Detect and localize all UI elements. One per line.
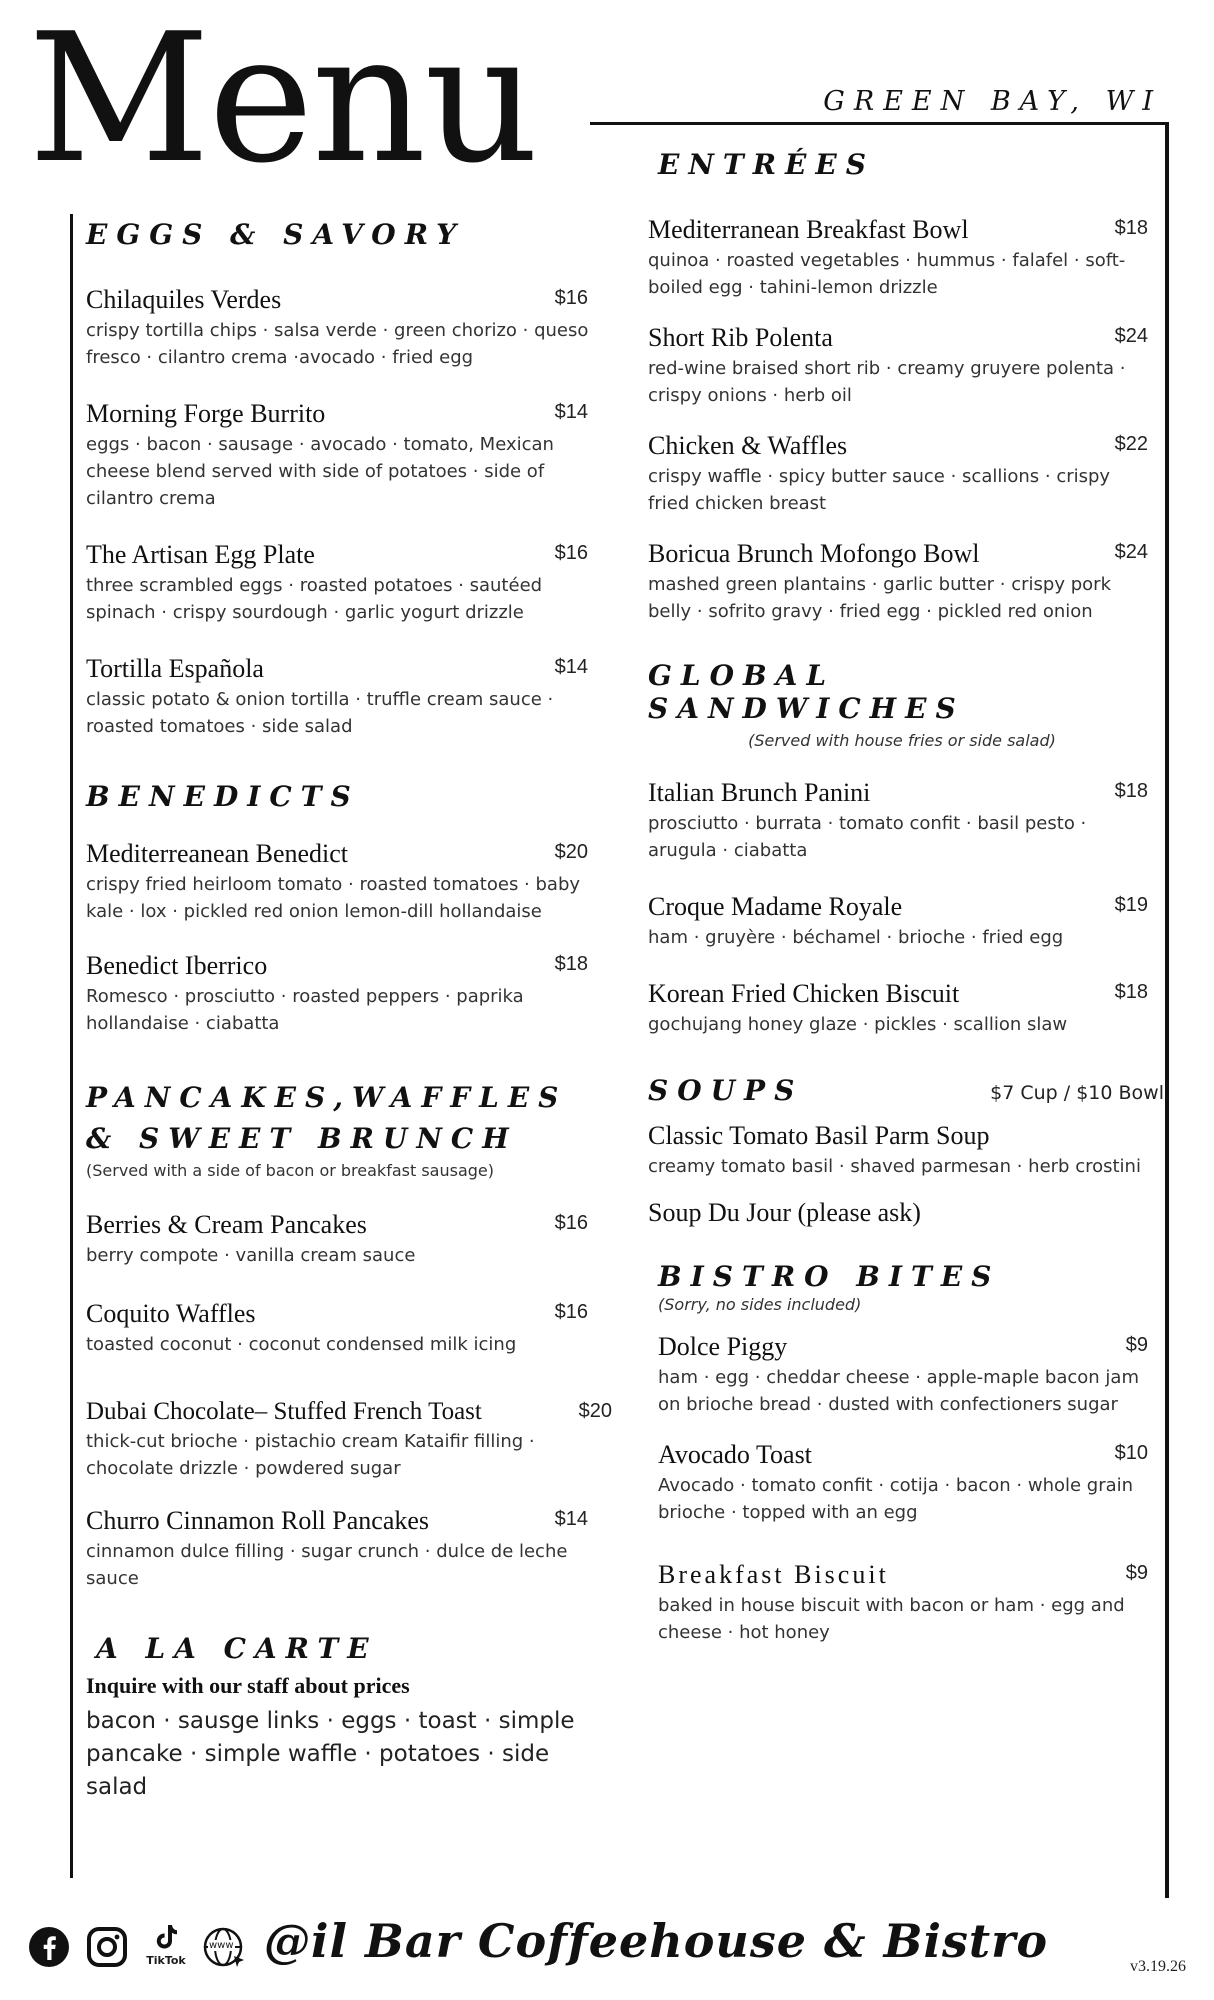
item-description: thick-cut brioche · pistachio cream Kataifir filling · chocolate drizzle · powdered sugar (86, 1431, 535, 1479)
location-label: GREEN BAY, WI (823, 86, 1162, 117)
item-description: crispy fried heirloom tomato · roasted tomatoes · baby kale · lox · pickled red onion lemon-dill hollandaise (86, 874, 581, 922)
item-price: $9 (1125, 1334, 1148, 1356)
menu-item (648, 892, 1156, 951)
item-price: $20 (578, 1400, 612, 1422)
item-price: $19 (1114, 894, 1148, 916)
left-column (86, 218, 612, 1804)
section-title: EGGS & SAVORY (86, 218, 466, 251)
a-la-carte-list: bacon · sausge links · eggs · toast · simple pancake · simple waffle · potatoes · side salad (86, 1708, 575, 1800)
version-label: v3.19.26 (1130, 1958, 1186, 1975)
section-title: SOUPS (648, 1074, 804, 1107)
item-description: Romesco · prosciutto · roasted peppers · paprika hollandaise · ciabatta (86, 986, 524, 1034)
menu-item (86, 1299, 596, 1358)
item-name: Soup Du Jour (please ask) (648, 1198, 921, 1227)
item-price: $10 (1114, 1442, 1148, 1464)
menu-item (86, 654, 596, 740)
facebook-icon[interactable] (28, 1926, 70, 1972)
item-name: Churro Cinnamon Roll Pancakes (86, 1506, 430, 1535)
menu-item (86, 399, 596, 512)
item-name: Dubai Chocolate– Stuffed French Toast (86, 1398, 482, 1425)
menu-title: Menu (28, 0, 537, 202)
item-name: Avocado Toast (658, 1440, 812, 1469)
item-name: Boricua Brunch Mofongo Bowl (648, 539, 980, 568)
section-pancakes (86, 1081, 612, 1592)
item-price: $14 (554, 1508, 588, 1530)
item-description: mashed green plantains · garlic butter · crispy pork belly · sofrito gravy · fried egg · pickled red onion (648, 574, 1111, 622)
menu-item (86, 1398, 612, 1482)
item-description: ham · gruyère · béchamel · brioche · fried egg (648, 927, 1064, 948)
right-column (648, 148, 1164, 1646)
section-entrees (648, 148, 1156, 181)
menu-item (648, 778, 1156, 864)
footer (28, 1906, 1198, 1986)
menu-item (648, 1121, 1156, 1180)
menu-item (86, 839, 596, 925)
item-name: Chicken & Waffles (648, 431, 848, 460)
item-price: $24 (1114, 325, 1148, 347)
section-benedicts (86, 780, 596, 1037)
item-name: The Artisan Egg Plate (86, 540, 315, 569)
menu-item (648, 215, 1156, 301)
item-price: $18 (1114, 981, 1148, 1003)
item-price: $24 (1114, 541, 1148, 563)
item-name: Chilaquiles Verdes (86, 285, 282, 314)
section-title-line2: & SWEET BRUNCH (86, 1122, 518, 1155)
right-rule (1165, 122, 1169, 1898)
item-price: $16 (554, 1301, 588, 1323)
section-a-la-carte (86, 1632, 596, 1804)
section-note: (Served with house fries or side salad) (748, 731, 1056, 750)
item-price: $16 (554, 287, 588, 309)
item-name: Coquito Waffles (86, 1299, 256, 1328)
menu-item (658, 1560, 1156, 1646)
item-name: Benedict Iberrico (86, 951, 268, 980)
item-description: toasted coconut · coconut condensed milk icing (86, 1334, 517, 1355)
menu-item (86, 1210, 596, 1269)
left-rule (70, 214, 73, 1878)
menu-item (86, 1506, 596, 1592)
website-icon[interactable] (202, 1926, 248, 1972)
section-title: BENEDICTS (86, 780, 360, 813)
item-description: three scrambled eggs · roasted potatoes · sautéed spinach · crispy sourdough · garlic yogurt drizzle (86, 575, 543, 623)
item-description: classic potato & onion tortilla · truffle cream sauce · roasted tomatoes · side salad (86, 689, 554, 737)
menu-item (86, 285, 596, 371)
item-description: ham · egg · cheddar cheese · apple-maple bacon jam on brioche bread · dusted with confectioners sugar (658, 1367, 1139, 1415)
item-price: $20 (554, 841, 588, 863)
item-price: $14 (554, 401, 588, 423)
top-rule (590, 122, 1168, 125)
item-price: $9 (1125, 1562, 1148, 1584)
item-name: Italian Brunch Panini (648, 778, 871, 807)
section-note: (Served with a side of bacon or breakfast sausage) (86, 1161, 494, 1180)
item-description: crispy tortilla chips · salsa verde · green chorizo · queso fresco · cilantro crema ·avocado · fried egg (86, 320, 589, 368)
item-name: Korean Fried Chicken Biscuit (648, 979, 960, 1008)
menu-item (658, 1332, 1156, 1418)
section-global-sandwiches (648, 659, 1156, 1038)
item-name: Tortilla Española (86, 654, 264, 683)
item-description: red-wine braised short rib · creamy gruyere polenta · crispy onions · herb oil (648, 358, 1126, 406)
item-description: quinoa · roasted vegetables · hummus · falafel · soft-boiled egg · tahini-lemon drizzle (648, 250, 1126, 298)
item-price: $16 (554, 1212, 588, 1234)
menu-item (648, 979, 1156, 1038)
section-subtitle: Inquire with our staff about prices (86, 1673, 410, 1698)
item-price: $22 (1114, 433, 1148, 455)
tiktok-icon[interactable] (146, 1922, 186, 1967)
section-soups (648, 1074, 1164, 1228)
item-name: Mediterreanean Benedict (86, 839, 349, 868)
section-bistro-bites (648, 1260, 1156, 1646)
section-title: GLOBAL SANDWICHES (648, 659, 965, 725)
section-title-line1: PANCAKES,WAFFLES (86, 1081, 568, 1114)
item-description: prosciutto · burrata · tomato confit · basil pesto · arugula · ciabatta (648, 813, 1087, 861)
menu-item (658, 1440, 1156, 1526)
section-title: A LA CARTE (96, 1632, 378, 1665)
item-price: $18 (554, 953, 588, 975)
item-name: Morning Forge Burrito (86, 399, 326, 428)
item-description: creamy tomato basil · shaved parmesan · herb crostini (648, 1156, 1141, 1177)
item-name: Croque Madame Royale (648, 892, 903, 921)
item-name: Berries & Cream Pancakes (86, 1210, 367, 1239)
item-price: $16 (554, 542, 588, 564)
website-label: www (209, 1940, 234, 1951)
item-description: berry compote · vanilla cream sauce (86, 1245, 416, 1266)
item-name: Breakfast Biscuit (658, 1560, 889, 1589)
item-description: crispy waffle · spicy butter sauce · scallions · crispy fried chicken breast (648, 466, 1111, 514)
tiktok-label: TikTok (146, 1954, 186, 1967)
menu-item (648, 431, 1156, 517)
brand-name: @il Bar Coffeehouse & Bistro (264, 1914, 1049, 1968)
menu-item (86, 540, 596, 626)
section-note: (Sorry, no sides included) (658, 1295, 862, 1314)
section-title: ENTRÉES (658, 148, 875, 181)
item-name: Classic Tomato Basil Parm Soup (648, 1121, 990, 1150)
menu-item (648, 1198, 1156, 1228)
item-description: eggs · bacon · sausage · avocado · tomato, Mexican cheese blend served with side of potatoes · side of cilantro crema (86, 434, 554, 509)
instagram-icon[interactable] (86, 1926, 128, 1972)
menu-item (86, 951, 596, 1037)
item-description: baked in house biscuit with bacon or ham · egg and cheese · hot honey (658, 1595, 1125, 1643)
item-name: Dolce Piggy (658, 1332, 788, 1361)
item-description: cinnamon dulce filling · sugar crunch · dulce de leche sauce (86, 1541, 568, 1589)
item-price: $18 (1114, 217, 1148, 239)
menu-item (648, 323, 1156, 409)
item-name: Mediterranean Breakfast Bowl (648, 215, 969, 244)
item-description: gochujang honey glaze · pickles · scallion slaw (648, 1014, 1068, 1035)
menu-item (648, 539, 1156, 625)
item-description: Avocado · tomato confit · cotija · bacon · whole grain brioche · topped with an egg (658, 1475, 1134, 1523)
item-price: $18 (1114, 780, 1148, 802)
section-title: BISTRO BITES (658, 1260, 1001, 1293)
item-price: $14 (554, 656, 588, 678)
section-eggs-savory (86, 218, 596, 740)
item-name: Short Rib Polenta (648, 323, 833, 352)
soup-price: $7 Cup / $10 Bowl (990, 1082, 1164, 1104)
